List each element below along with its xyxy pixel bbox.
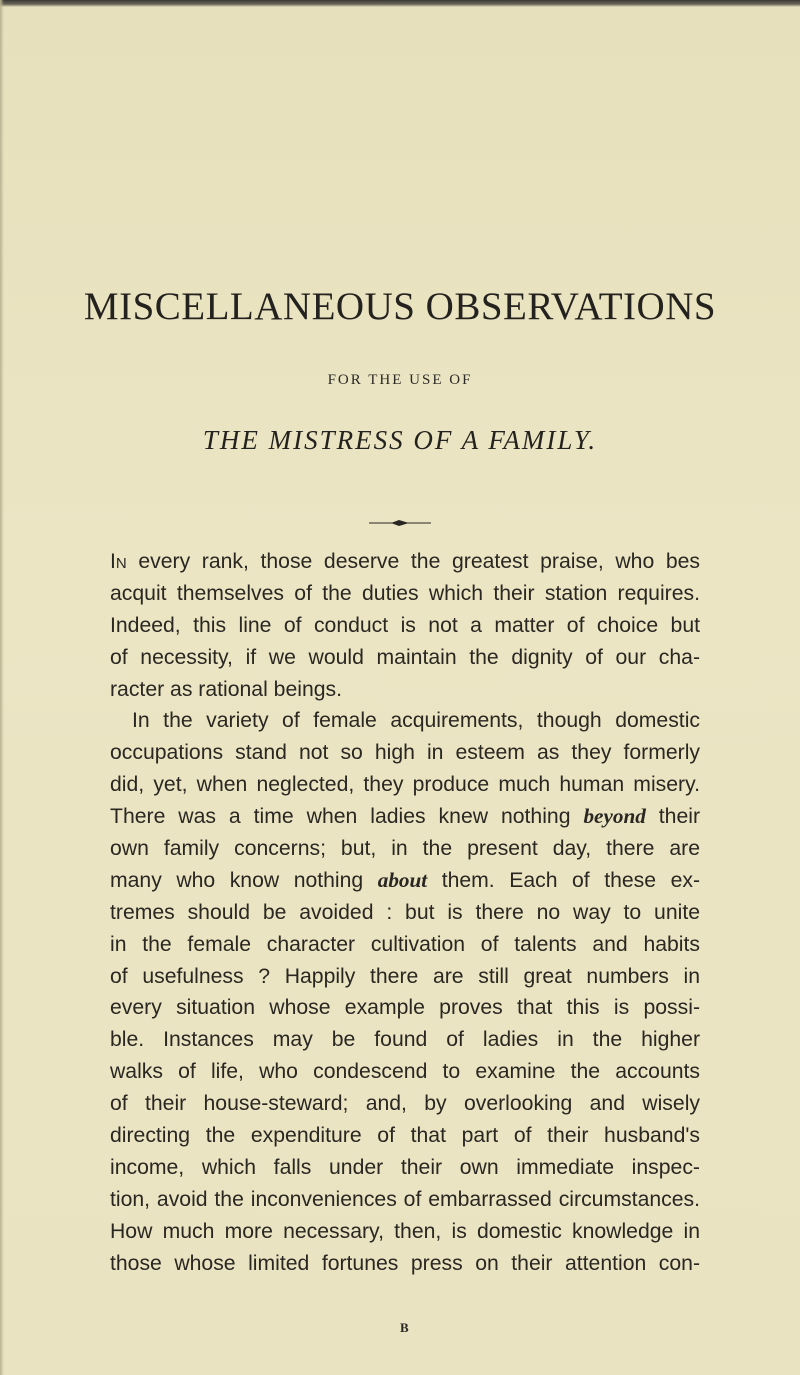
- text-line: [110, 546, 700, 578]
- chapter-subtitle: FOR THE USE OF: [327, 372, 473, 388]
- text-line: Indeed, this line of conduct is not a matter of choice but: [110, 613, 700, 637]
- text-line: own family concerns; but, in the present day, there are: [110, 837, 700, 861]
- text-line: In the variety of female acquirements, though domestic: [132, 709, 700, 733]
- text-line: every situation whose example proves that this is possi-: [110, 996, 700, 1020]
- text-line: walks of life, who condescend to examine the accounts: [110, 1060, 700, 1084]
- text-line: of their house-steward; and, by overlooking and wisely: [110, 1092, 700, 1116]
- text-run: There was a time when ladies knew nothing: [110, 805, 584, 829]
- text-line: of necessity, if we would maintain the dignity of our cha-: [110, 645, 700, 669]
- text-line: acquit themselves of the duties which their station requires.: [110, 581, 700, 605]
- text-line: [110, 865, 700, 897]
- emphasis: about: [377, 867, 428, 892]
- text-line: occupations stand not so high in esteem as they formerly: [110, 741, 700, 765]
- text-line: tremes should be avoided : but is there no way to unite: [110, 900, 700, 924]
- text-line: of usefulness ? Happily there are still great numbers in: [110, 964, 700, 988]
- text-line: racter as rational beings.: [110, 677, 343, 701]
- text-line: tion, avoid the inconveniences of embarrassed circumstances.: [110, 1187, 700, 1211]
- text-line: ble. Instances may be found of ladies in the higher: [110, 1028, 700, 1052]
- chapter-title: MISCELLANEOUS OBSERVATIONS: [83, 285, 717, 328]
- drop-word: In: [110, 550, 127, 573]
- chapter-title-italic: THE MISTRESS OF A FAMILY.: [202, 425, 598, 455]
- body-text: [110, 546, 700, 1279]
- ornamental-rule: [369, 518, 431, 528]
- text-line: [110, 801, 700, 833]
- text-line: did, yet, when neglected, they produce much human misery.: [110, 773, 700, 797]
- emphasis: beyond: [583, 804, 646, 829]
- page-left-edge: [0, 0, 4, 1375]
- page-top-edge: [0, 0, 800, 7]
- signature-mark: B: [400, 1320, 409, 1335]
- text-run: them. Each of these ex-: [427, 868, 700, 892]
- text-run: every rank, those deserve the greatest praise, who bes: [126, 550, 700, 573]
- text-run: their: [645, 805, 700, 829]
- text-line: in the female character cultivation of talents and habits: [110, 932, 700, 956]
- text-line: those whose limited fortunes press on their attention con-: [110, 1251, 700, 1275]
- text-line: income, which falls under their own immediate inspec-: [110, 1155, 700, 1179]
- text-run: many who know nothing: [110, 868, 378, 892]
- text-line: How much more necessary, then, is domestic knowledge in: [110, 1219, 700, 1243]
- text-line: directing the expenditure of that part of their husband's: [110, 1124, 700, 1148]
